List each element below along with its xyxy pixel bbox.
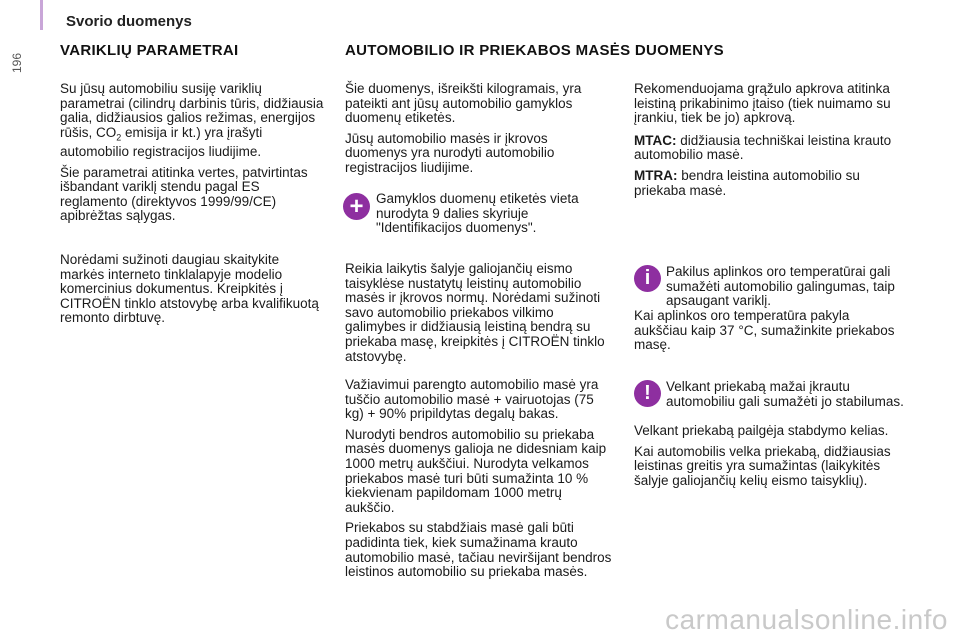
drawbar-paragraph: Rekomenduojama grąžulo apkrova atitinka leistiną prikabinimo įtaiso (tiek nuimamo su įrankiu, tiek be jo) apkrovą. [634, 81, 891, 126]
engine-params-more-info [60, 253, 325, 332]
section-marker-bar [40, 0, 43, 30]
drawbar-load-section [634, 82, 904, 204]
warning-note-text: Velkant priekabą mažai įkrautu automobiliu gali sumažėti jo stabilumas. [666, 379, 904, 409]
info-follow-text: Kai aplinkos oro temperatūra pakyla aukščiau kaip 37 °C, sumažinkite priekabos masę. [634, 308, 895, 353]
mass-data-intro [345, 82, 613, 182]
mtra-definition: MTRA: bendra leistina automobilio su priekaba masė. [634, 167, 860, 198]
info-follow-up [634, 309, 904, 359]
mtac-definition: MTAC: didžiausia techniškai leistina krauto automobilio masė. [634, 132, 892, 163]
info-note-text: Pakilus aplinkos oro temperatūrai gali sumažėti automobilio galingumas, taip apsaugant variklį. [666, 264, 895, 309]
plus-icon: + [343, 193, 370, 220]
mass-regulations [345, 262, 613, 370]
heading-engine-parameters: VARIKLIŲ PARAMETRAI [60, 42, 239, 59]
info-note [666, 265, 906, 309]
mass-paragraph-3: Reikia laikytis šalyje galiojančių eismo taisyklėse nustatytų leistinų automobilio masės ir įkrovos normų. Norėdami sužinoti savo automobilio priekabos vilkimo galimybes ir didžiausią leistiną bendrą su priekaba masę, kreipkitės į CITROËN tinklo atstovybę. [345, 261, 605, 364]
mass-paragraph-6: Priekabos su stabdžiais masė gali būti padidinta tiek, kiek sumažinama krauto automobilio masė, tačiau neviršijant bendros leistinos automobilio su priekaba masės. [345, 520, 612, 580]
plus-note-text: Gamyklos duomenų etiketės vieta nurodyta 9 dalies skyriuje "Identifikacijos duomenys". [376, 191, 579, 236]
page-number: 196 [10, 52, 24, 74]
warning-paragraph-2: Kai automobilis velka priekabą, didžiausias leistinas greitis yra sumažintas (laikykitės šalyje galiojančių kelių eismo taisyklių). [634, 443, 891, 488]
engine-params-paragraph-3: Norėdami sužinoti daugiau skaitykite markės interneto tinklalapyje modelio komercinius dokumentus. Kreipkitės į CITROËN tinklo atstovybę arba kvalifikuotą remonto dirbtuvę. [60, 252, 319, 326]
warning-paragraph-1: Velkant priekabą pailgėja stabdymo kelias. [634, 423, 889, 438]
mass-paragraph-1: Šie duomenys, išreikšti kilogramais, yra pateikti ant jūsų automobilio gamyklos duomenų etiketės. [345, 81, 582, 126]
warning-icon: ! [634, 380, 661, 407]
mass-details [345, 378, 613, 586]
plus-note [376, 192, 606, 236]
mass-paragraph-4: Važiavimui parengto automobilio masė yra tuščio automobilio masė + vairuotojas (75 kg) + 90% pripildytas degalų bakas. [345, 377, 599, 422]
engine-params-paragraph-1: Su jūsų automobiliu susiję variklių parametrai (cilindrų darbinis tūris, didžiausia galia, didžiausios galios režimas, energijos rūšis, $CO_2$ emisija ir kt.) yra įrašyti automobilio registracijos liudijime. [60, 81, 324, 160]
section-title: Svorio duomenys [66, 13, 192, 30]
info-icon: i [634, 265, 661, 292]
mass-paragraph-5: Nurodyti bendros automobilio su priekaba masės duomenys galioja ne didesniam kaip 1000 metrų aukščiui. Nurodyta velkamos priekabos masė turi būti sumažinta 10 % kiekvienam papildomam 1000 metrų aukščio. [345, 426, 607, 515]
engine-params-intro [60, 82, 325, 230]
heading-mass-data: AUTOMOBILIO IR PRIEKABOS MASĖS DUOMENYS [345, 42, 724, 59]
engine-params-paragraph-2: Šie parametrai atitinka vertes, patvirtintas išbandant variklį stendu pagal ES reglamento (direktyvos 1999/99/CE) apibrėžtas sąlygas. [60, 164, 308, 224]
warning-follow-up [634, 424, 904, 494]
mass-paragraph-2: Jūsų automobilio masės ir įkrovos duomenys yra nurodyti automobilio registracijos liudijime. [345, 130, 555, 175]
watermark: carmanualsonline.info [665, 604, 948, 635]
warning-note [666, 380, 906, 409]
